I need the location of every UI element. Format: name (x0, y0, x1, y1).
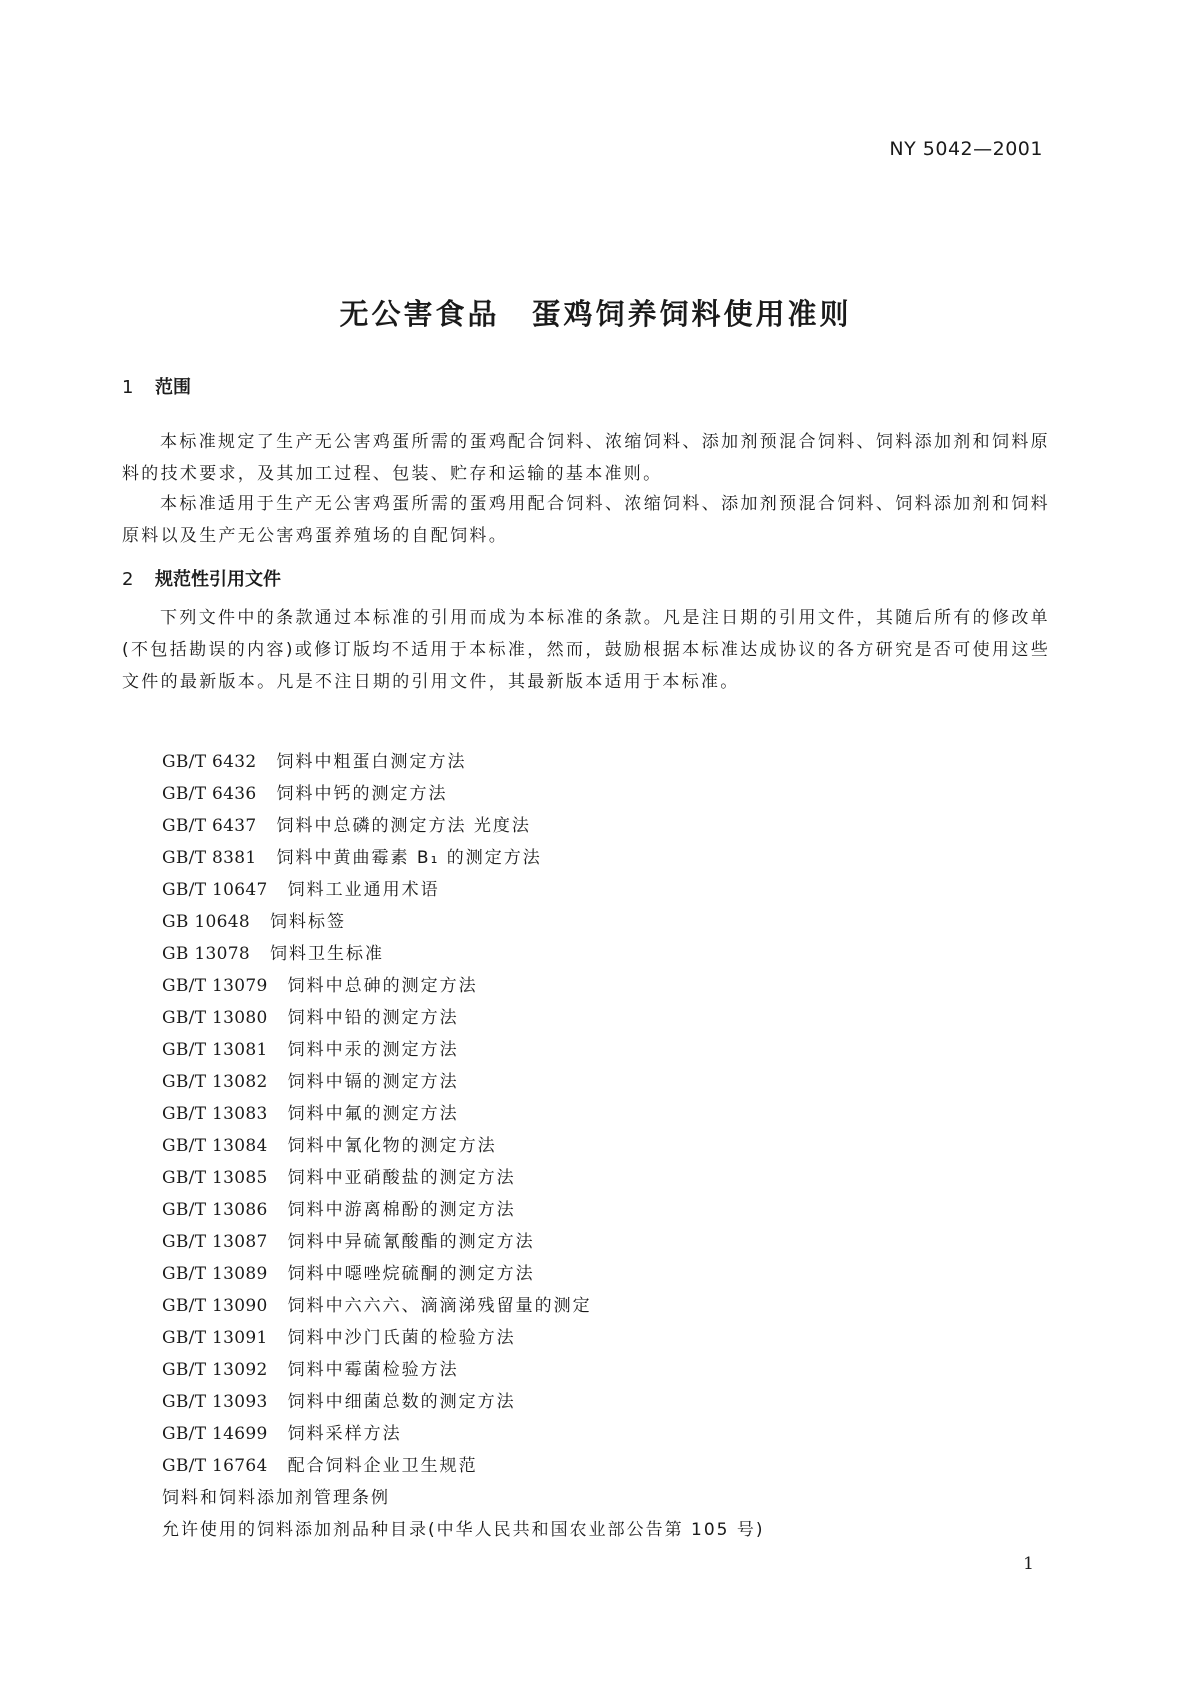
reference-item (162, 1002, 765, 1034)
section-number: 1 (122, 377, 134, 398)
reference-title: 饲料中镉的测定方法 (287, 1072, 459, 1092)
reference-code: GB/T 13081 (162, 1040, 268, 1060)
reference-item (162, 970, 765, 1002)
reference-code: GB 13078 (162, 944, 250, 964)
reference-item (162, 1418, 765, 1450)
reference-item (162, 1514, 765, 1546)
reference-item (162, 906, 765, 938)
reference-item (162, 1450, 765, 1482)
reference-code: GB/T 13080 (162, 1008, 268, 1028)
reference-item (162, 1066, 765, 1098)
reference-title: 饲料中铅的测定方法 (287, 1008, 459, 1028)
reference-title: 饲料中总砷的测定方法 (287, 976, 478, 996)
section-title: 范围 (155, 377, 191, 398)
reference-code: GB/T 6436 (162, 784, 257, 804)
reference-item (162, 874, 765, 906)
reference-title: 饲料中沙门氏菌的检验方法 (287, 1328, 516, 1348)
reference-title: 配合饲料企业卫生规范 (287, 1456, 478, 1476)
reference-code: GB/T 13083 (162, 1104, 268, 1124)
document-title: 无公害食品 蛋鸡饲养饲料使用准则 (339, 297, 852, 331)
reference-title: 饲料中总磷的测定方法 光度法 (276, 816, 531, 836)
section-number: 2 (122, 569, 134, 590)
reference-code: GB/T 13092 (162, 1360, 268, 1380)
reference-code: GB/T 13089 (162, 1264, 268, 1284)
reference-code: GB/T 13093 (162, 1392, 268, 1412)
standard-code: NY 5042—2001 (889, 138, 1043, 160)
reference-code: GB/T 13091 (162, 1328, 268, 1348)
reference-title: 饲料中噁唑烷硫酮的测定方法 (287, 1264, 535, 1284)
reference-title: 饲料中钙的测定方法 (276, 784, 448, 804)
reference-title: 饲料采样方法 (287, 1424, 402, 1444)
section-title: 规范性引用文件 (155, 569, 281, 590)
reference-title: 饲料中游离棉酚的测定方法 (287, 1200, 516, 1220)
section-1-heading (122, 373, 191, 399)
reference-item (162, 778, 765, 810)
reference-title: 饲料中黄曲霉素 B₁ 的测定方法 (276, 848, 542, 868)
reference-code: GB/T 14699 (162, 1424, 268, 1444)
reference-code: GB/T 13086 (162, 1200, 268, 1220)
reference-title: 饲料卫生标准 (269, 944, 384, 964)
reference-code: GB/T 13090 (162, 1296, 268, 1316)
reference-item (162, 938, 765, 970)
reference-title: 饲料中汞的测定方法 (287, 1040, 459, 1060)
reference-item (162, 810, 765, 842)
reference-title: 饲料中氟的测定方法 (287, 1104, 459, 1124)
reference-code: GB 10648 (162, 912, 250, 932)
reference-title: 饲料中异硫氰酸酯的测定方法 (287, 1232, 535, 1252)
reference-item (162, 1322, 765, 1354)
reference-code: GB/T 13084 (162, 1136, 268, 1156)
reference-item (162, 1258, 765, 1290)
reference-title: 饲料工业通用术语 (287, 880, 440, 900)
section-2-heading (122, 565, 281, 591)
reference-code: GB/T 16764 (162, 1456, 268, 1476)
reference-code: GB/T 13079 (162, 976, 268, 996)
reference-code: GB/T 13082 (162, 1072, 268, 1092)
reference-title: 饲料标签 (269, 912, 346, 932)
reference-code: GB/T 6437 (162, 816, 257, 836)
reference-item (162, 1162, 765, 1194)
reference-code: GB/T 8381 (162, 848, 257, 868)
reference-item (162, 1354, 765, 1386)
page-number: 1 (1023, 1554, 1034, 1574)
reference-code: GB/T 13087 (162, 1232, 268, 1252)
reference-item (162, 1194, 765, 1226)
section-1-paragraph-2: 本标准适用于生产无公害鸡蛋所需的蛋鸡用配合饲料、浓缩饲料、添加剂预混合饲料、饲料添加剂和饲料原料以及生产无公害鸡蛋养殖场的自配饲料。 (122, 494, 1050, 546)
reference-item (162, 1386, 765, 1418)
reference-item (162, 1482, 765, 1514)
reference-title: 饲料中霉菌检验方法 (287, 1360, 459, 1380)
reference-item (162, 1226, 765, 1258)
reference-list (162, 746, 765, 1546)
reference-title: 饲料中六六六、滴滴涕残留量的测定 (287, 1296, 592, 1316)
section-1-paragraph-1: 本标准规定了生产无公害鸡蛋所需的蛋鸡配合饲料、浓缩饲料、添加剂预混合饲料、饲料添加剂和饲料原料的技术要求，及其加工过程、包装、贮存和运输的基本准则。 (122, 432, 1050, 484)
reference-code: GB/T 13085 (162, 1168, 268, 1188)
reference-title: 饲料和饲料添加剂管理条例 (162, 1488, 390, 1508)
reference-item (162, 1034, 765, 1066)
reference-title: 饲料中氰化物的测定方法 (287, 1136, 497, 1156)
reference-code: GB/T 6432 (162, 752, 257, 772)
reference-item (162, 842, 765, 874)
reference-title: 允许使用的饲料添加剂品种目录(中华人民共和国农业部公告第 105 号) (162, 1520, 765, 1540)
reference-title: 饲料中粗蛋白测定方法 (276, 752, 467, 772)
reference-code: GB/T 10647 (162, 880, 268, 900)
reference-title: 饲料中细菌总数的测定方法 (287, 1392, 516, 1412)
reference-item (162, 1130, 765, 1162)
reference-item (162, 1098, 765, 1130)
reference-title: 饲料中亚硝酸盐的测定方法 (287, 1168, 516, 1188)
section-2-paragraph-1: 下列文件中的条款通过本标准的引用而成为本标准的条款。凡是注日期的引用文件，其随后所有的修改单(不包括勘误的内容)或修订版均不适用于本标准，然而，鼓励根据本标准达成协议的各方研究是否可使用这些文件的最新版本。凡是不注日期的引用文件，其最新版本适用于本标准。 (122, 608, 1050, 692)
reference-item (162, 746, 765, 778)
reference-item (162, 1290, 765, 1322)
